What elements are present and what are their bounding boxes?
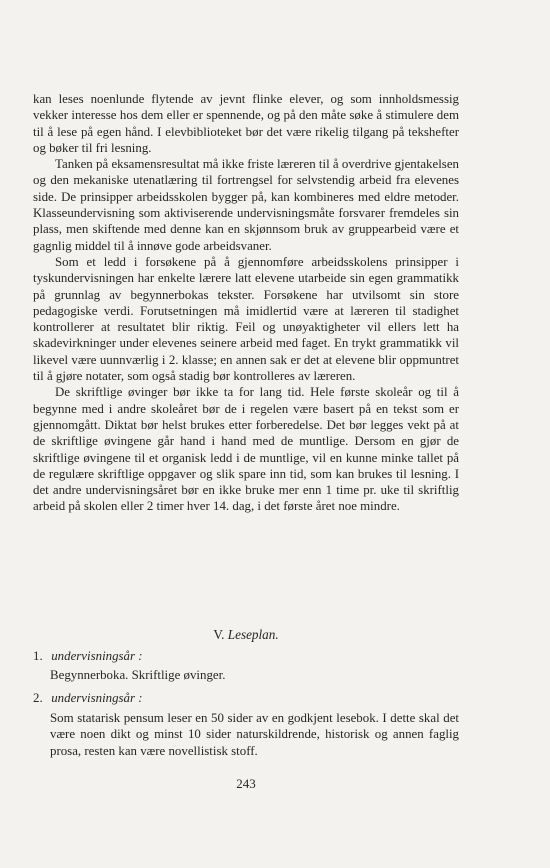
- plan-item-label: undervisningsår :: [51, 691, 143, 705]
- plan-item-text: Som statarisk pensum leser en 50 sider av en godkjent lesebok. I dette skal det være noen dikt og minst 10 sider naturskildrende, historisk og annen faglig prosa, resten kan være novellistisk stoff.: [50, 711, 459, 758]
- plan-item-text: Begynnerboka. Skriftlige øvinger.: [50, 668, 226, 682]
- plan-item-number: 1.: [33, 649, 43, 663]
- paragraph: Som et ledd i forsøkene på å gjennomføre arbeidsskolens prinsipper i tyskundervisningen har enkelte lærere latt elevene utarbeide sin egen grammatikk på grunnlag av begynnerbokas tekster. Forsøkene har utvilsomt sin store pedagogiske verdi. Forutsetningen må imidlertid være at læreren til stadighet kontrollerer at resultatet blir riktig. Feil og unøyaktigheter vil ellers lett ha skadevirkninger under elevenes seinere arbeid med faget. En trykt grammatikk vil likevel være uunnværlig i 2. klasse; en annen sak er det at elevene blir oppmuntret til å gjøre notater, som også stadig bør kontrolleres av læreren.: [33, 254, 459, 384]
- page-number: 243: [236, 776, 256, 791]
- section-title: Leseplan.: [227, 627, 279, 642]
- plan-item-label: undervisningsår :: [51, 649, 143, 663]
- plan-item-number: 2.: [33, 691, 43, 705]
- paragraph: kan leses noenlunde flytende av jevnt flinke elever, og som innholdsmessig vekker interesse hos dem eller er spennende, og på den måte søke å stimulere dem til å lese på egen hånd. I elevbiblioteket bør det være rikelig tilgang på tekshefter og bøker til fri lesning.: [33, 92, 459, 155]
- section-numeral: V.: [213, 627, 225, 642]
- plan-item-heading: [33, 690, 459, 706]
- body-text: [33, 91, 459, 515]
- section-heading: [33, 626, 459, 643]
- paragraph: Tanken på eksamensresultat må ikke friste læreren til å overdrive gjentakelsen og den mekaniske utenatlæring til fortrengsel for selvstendig arbeid fra elevenes side. De prinsipper arbeidsskolen bygger på, kan kombineres med eldre metoder. Klasseundervisning som aktiviserende undervisningsmåte forsvarer fremdeles sin plass, men skiftende med denne kan en skjønnsom bruk av gruppearbeid være et gagnlig middel til å innøve gode arbeidsvaner.: [33, 157, 459, 253]
- paragraph: De skriftlige øvinger bør ikke ta for lang tid. Hele første skoleår og til å begynne med i andre skoleåret bør de i regelen være basert på en tekst som er gjennomgått. Diktat bør helst brukes etter forberedelse. Det bør legges vekt på at de skriftlige øvingene går hand i hand med de muntlige. Dersom en gjør de skriftlige øvingene til et organisk ledd i de muntlige, vil en kunne minke tallet på de regulære skriftlige oppgaver og slik spare inn tid, som kan brukes til lesning. I det andre undervisningsåret bør en ikke bruke mer enn 1 time pr. uke til skriftlig arbeid på skolen eller 2 timer hver 14. dag, i det første året noe mindre.: [33, 385, 459, 514]
- plan-item-heading: [33, 648, 459, 664]
